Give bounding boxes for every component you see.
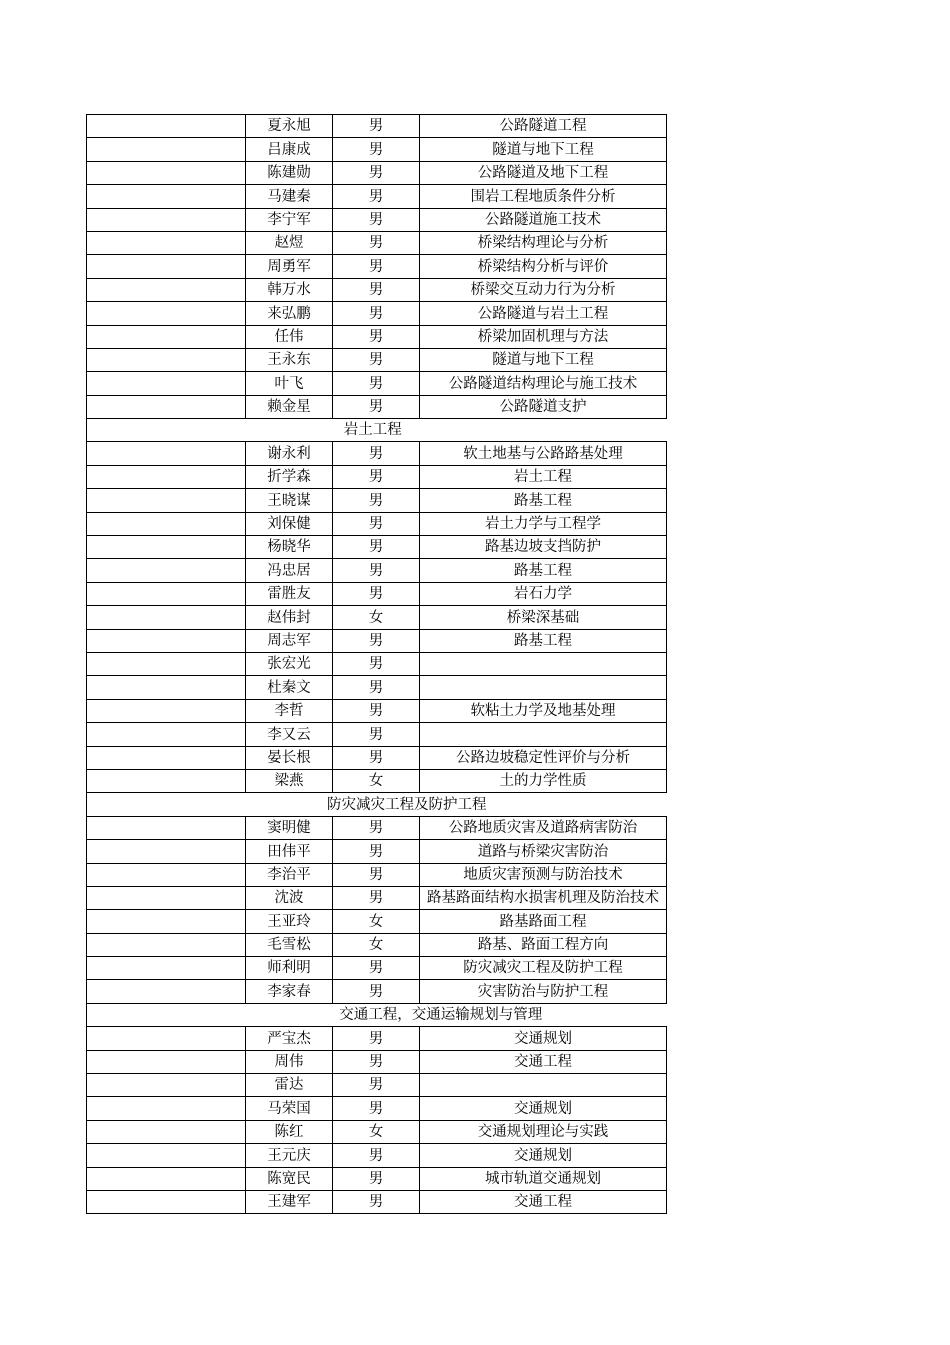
table-row xyxy=(87,1097,667,1120)
research-field-cell: 路基工程 xyxy=(420,489,667,512)
table-row xyxy=(87,582,667,605)
name-cell: 王建军 xyxy=(246,1190,333,1213)
gender-cell: 男 xyxy=(333,699,420,722)
research-field-cell: 公路隧道工程 xyxy=(420,115,667,138)
name-cell: 周勇军 xyxy=(246,255,333,278)
gender-cell: 男 xyxy=(333,465,420,488)
gender-cell: 男 xyxy=(333,629,420,652)
index-cell xyxy=(87,582,246,605)
index-cell xyxy=(87,816,246,839)
section-title: 交通工程，交通运输规划与管理 xyxy=(339,1007,543,1024)
table-row xyxy=(87,255,667,278)
research-field-cell: 岩石力学 xyxy=(420,582,667,605)
table-row xyxy=(87,1027,667,1050)
section-header-cell xyxy=(87,793,667,816)
gender-cell: 男 xyxy=(333,652,420,675)
gender-cell: 男 xyxy=(333,115,420,138)
index-cell xyxy=(87,115,246,138)
gender-cell: 男 xyxy=(333,489,420,512)
research-field-cell: 交通规划 xyxy=(420,1027,667,1050)
name-cell: 赵煜 xyxy=(246,231,333,254)
gender-cell: 男 xyxy=(333,372,420,395)
research-field-cell: 公路边坡稳定性评价与分析 xyxy=(420,746,667,769)
gender-cell: 男 xyxy=(333,1167,420,1190)
name-cell: 毛雪松 xyxy=(246,933,333,956)
research-field-cell: 隧道与地下工程 xyxy=(420,348,667,371)
name-cell: 周伟 xyxy=(246,1050,333,1073)
research-field-cell: 桥梁结构分析与评价 xyxy=(420,255,667,278)
table-row xyxy=(87,629,667,652)
research-field-cell: 公路隧道与岩土工程 xyxy=(420,302,667,325)
research-field-cell: 交通工程 xyxy=(420,1190,667,1213)
index-cell xyxy=(87,652,246,675)
research-field-cell: 桥梁结构理论与分析 xyxy=(420,231,667,254)
table-row xyxy=(87,676,667,699)
name-cell: 刘保健 xyxy=(246,512,333,535)
name-cell: 师利明 xyxy=(246,957,333,980)
research-field-cell: 防灾减灾工程及防护工程 xyxy=(420,957,667,980)
research-field-cell: 桥梁加固机理与方法 xyxy=(420,325,667,348)
research-field-cell: 隧道与地下工程 xyxy=(420,138,667,161)
name-cell: 陈宽民 xyxy=(246,1167,333,1190)
gender-cell: 男 xyxy=(333,746,420,769)
name-cell: 严宝杰 xyxy=(246,1027,333,1050)
research-field-cell: 软土地基与公路路基处理 xyxy=(420,442,667,465)
research-field-cell xyxy=(420,652,667,675)
gender-cell: 男 xyxy=(333,1050,420,1073)
gender-cell: 男 xyxy=(333,863,420,886)
table-row xyxy=(87,723,667,746)
table-row xyxy=(87,302,667,325)
research-field-cell: 岩土工程 xyxy=(420,465,667,488)
index-cell xyxy=(87,559,246,582)
index-cell xyxy=(87,302,246,325)
table-row xyxy=(87,769,667,792)
index-cell xyxy=(87,723,246,746)
index-cell xyxy=(87,1120,246,1143)
index-cell xyxy=(87,1027,246,1050)
index-cell xyxy=(87,1190,246,1213)
name-cell: 吕康成 xyxy=(246,138,333,161)
name-cell: 马荣国 xyxy=(246,1097,333,1120)
research-field-cell: 道路与桥梁灾害防治 xyxy=(420,840,667,863)
table-row xyxy=(87,208,667,231)
table-row xyxy=(87,1120,667,1143)
table-row xyxy=(87,980,667,1003)
research-field-cell: 公路隧道结构理论与施工技术 xyxy=(420,372,667,395)
gender-cell: 女 xyxy=(333,910,420,933)
gender-cell: 男 xyxy=(333,980,420,1003)
gender-cell: 男 xyxy=(333,138,420,161)
gender-cell: 男 xyxy=(333,957,420,980)
section-title: 防灾减灾工程及防护工程 xyxy=(327,796,487,813)
table-row xyxy=(87,886,667,909)
table-row xyxy=(87,348,667,371)
index-cell xyxy=(87,910,246,933)
research-field-cell: 交通工程 xyxy=(420,1050,667,1073)
gender-cell: 男 xyxy=(333,302,420,325)
name-cell: 夏永旭 xyxy=(246,115,333,138)
table-row xyxy=(87,489,667,512)
research-field-cell xyxy=(420,676,667,699)
research-field-cell: 土的力学性质 xyxy=(420,769,667,792)
table-row xyxy=(87,185,667,208)
index-cell xyxy=(87,933,246,956)
index-cell xyxy=(87,442,246,465)
gender-cell: 男 xyxy=(333,348,420,371)
index-cell xyxy=(87,512,246,535)
table-row xyxy=(87,395,667,418)
index-cell xyxy=(87,699,246,722)
gender-cell: 男 xyxy=(333,676,420,699)
index-cell xyxy=(87,980,246,1003)
index-cell xyxy=(87,395,246,418)
table-row xyxy=(87,840,667,863)
gender-cell: 女 xyxy=(333,1120,420,1143)
name-cell: 陈建勋 xyxy=(246,161,333,184)
gender-cell: 男 xyxy=(333,1097,420,1120)
research-field-cell: 路基路面工程 xyxy=(420,910,667,933)
gender-cell: 男 xyxy=(333,1027,420,1050)
gender-cell: 女 xyxy=(333,769,420,792)
research-field-cell: 公路隧道及地下工程 xyxy=(420,161,667,184)
name-cell: 沈波 xyxy=(246,886,333,909)
section-header-cell xyxy=(87,1003,667,1026)
gender-cell: 男 xyxy=(333,161,420,184)
index-cell xyxy=(87,1050,246,1073)
gender-cell: 男 xyxy=(333,1144,420,1167)
index-cell xyxy=(87,231,246,254)
gender-cell: 男 xyxy=(333,1190,420,1213)
index-cell xyxy=(87,489,246,512)
name-cell: 李家春 xyxy=(246,980,333,1003)
table-row xyxy=(87,957,667,980)
research-field-cell: 公路隧道施工技术 xyxy=(420,208,667,231)
research-field-cell: 交通规划理论与实践 xyxy=(420,1120,667,1143)
name-cell: 王永东 xyxy=(246,348,333,371)
table-row xyxy=(87,816,667,839)
name-cell: 王元庆 xyxy=(246,1144,333,1167)
research-field-cell: 岩土力学与工程学 xyxy=(420,512,667,535)
gender-cell: 男 xyxy=(333,723,420,746)
faculty-table-body xyxy=(87,115,667,1214)
research-field-cell: 地质灾害预测与防治技术 xyxy=(420,863,667,886)
gender-cell: 男 xyxy=(333,559,420,582)
name-cell: 田伟平 xyxy=(246,840,333,863)
section-header-row xyxy=(87,1003,667,1026)
research-field-cell xyxy=(420,1074,667,1097)
name-cell: 杨晓华 xyxy=(246,536,333,559)
name-cell: 晏长根 xyxy=(246,746,333,769)
table-row xyxy=(87,606,667,629)
table-row xyxy=(87,1050,667,1073)
gender-cell: 男 xyxy=(333,208,420,231)
name-cell: 张宏光 xyxy=(246,652,333,675)
gender-cell: 男 xyxy=(333,582,420,605)
index-cell xyxy=(87,348,246,371)
research-field-cell: 围岩工程地质条件分析 xyxy=(420,185,667,208)
table-row xyxy=(87,746,667,769)
research-field-cell: 交通规划 xyxy=(420,1144,667,1167)
index-cell xyxy=(87,185,246,208)
table-row xyxy=(87,1190,667,1213)
table-row xyxy=(87,933,667,956)
name-cell: 李又云 xyxy=(246,723,333,746)
index-cell xyxy=(87,606,246,629)
gender-cell: 男 xyxy=(333,886,420,909)
index-cell xyxy=(87,536,246,559)
name-cell: 冯忠居 xyxy=(246,559,333,582)
section-header-row xyxy=(87,793,667,816)
table-row xyxy=(87,1167,667,1190)
name-cell: 任伟 xyxy=(246,325,333,348)
index-cell xyxy=(87,629,246,652)
table-row xyxy=(87,910,667,933)
name-cell: 折学森 xyxy=(246,465,333,488)
gender-cell: 男 xyxy=(333,325,420,348)
research-field-cell xyxy=(420,723,667,746)
name-cell: 雷达 xyxy=(246,1074,333,1097)
name-cell: 赵伟封 xyxy=(246,606,333,629)
gender-cell: 男 xyxy=(333,231,420,254)
index-cell xyxy=(87,1144,246,1167)
index-cell xyxy=(87,161,246,184)
table-row xyxy=(87,465,667,488)
name-cell: 李治平 xyxy=(246,863,333,886)
gender-cell: 男 xyxy=(333,536,420,559)
table-row xyxy=(87,652,667,675)
index-cell xyxy=(87,840,246,863)
index-cell xyxy=(87,746,246,769)
research-field-cell: 路基边坡支挡防护 xyxy=(420,536,667,559)
name-cell: 马建秦 xyxy=(246,185,333,208)
research-field-cell: 灾害防治与防护工程 xyxy=(420,980,667,1003)
index-cell xyxy=(87,1097,246,1120)
index-cell xyxy=(87,957,246,980)
index-cell xyxy=(87,1074,246,1097)
table-row xyxy=(87,372,667,395)
name-cell: 李宁军 xyxy=(246,208,333,231)
index-cell xyxy=(87,886,246,909)
section-header-cell xyxy=(87,419,667,442)
section-title: 岩土工程 xyxy=(343,422,402,439)
index-cell xyxy=(87,769,246,792)
table-row xyxy=(87,442,667,465)
table-row xyxy=(87,559,667,582)
table-row xyxy=(87,115,667,138)
table-row xyxy=(87,1074,667,1097)
gender-cell: 女 xyxy=(333,933,420,956)
name-cell: 窦明健 xyxy=(246,816,333,839)
research-field-cell: 桥梁深基础 xyxy=(420,606,667,629)
table-row xyxy=(87,325,667,348)
name-cell: 杜秦文 xyxy=(246,676,333,699)
index-cell xyxy=(87,255,246,278)
gender-cell: 男 xyxy=(333,278,420,301)
gender-cell: 男 xyxy=(333,442,420,465)
section-header-row xyxy=(87,419,667,442)
gender-cell: 女 xyxy=(333,606,420,629)
name-cell: 王晓谋 xyxy=(246,489,333,512)
name-cell: 周志军 xyxy=(246,629,333,652)
gender-cell: 男 xyxy=(333,512,420,535)
name-cell: 谢永利 xyxy=(246,442,333,465)
table-row xyxy=(87,231,667,254)
index-cell xyxy=(87,1167,246,1190)
name-cell: 王亚玲 xyxy=(246,910,333,933)
index-cell xyxy=(87,278,246,301)
research-field-cell: 公路地质灾害及道路病害防治 xyxy=(420,816,667,839)
gender-cell: 男 xyxy=(333,816,420,839)
table-row xyxy=(87,699,667,722)
research-field-cell: 路基、路面工程方向 xyxy=(420,933,667,956)
index-cell xyxy=(87,372,246,395)
research-field-cell: 路基工程 xyxy=(420,559,667,582)
index-cell xyxy=(87,863,246,886)
research-field-cell: 城市轨道交通规划 xyxy=(420,1167,667,1190)
research-field-cell: 桥梁交互动力行为分析 xyxy=(420,278,667,301)
table-row xyxy=(87,536,667,559)
table-row xyxy=(87,512,667,535)
name-cell: 李哲 xyxy=(246,699,333,722)
research-field-cell: 公路隧道支护 xyxy=(420,395,667,418)
faculty-table xyxy=(86,114,667,1214)
index-cell xyxy=(87,138,246,161)
name-cell: 来弘鹏 xyxy=(246,302,333,325)
gender-cell: 男 xyxy=(333,185,420,208)
name-cell: 雷胜友 xyxy=(246,582,333,605)
research-field-cell: 路基工程 xyxy=(420,629,667,652)
gender-cell: 男 xyxy=(333,395,420,418)
gender-cell: 男 xyxy=(333,255,420,278)
index-cell xyxy=(87,465,246,488)
research-field-cell: 路基路面结构水损害机理及防治技术 xyxy=(420,886,667,909)
name-cell: 韩万水 xyxy=(246,278,333,301)
table-row xyxy=(87,161,667,184)
research-field-cell: 交通规划 xyxy=(420,1097,667,1120)
table-row xyxy=(87,1144,667,1167)
index-cell xyxy=(87,325,246,348)
gender-cell: 男 xyxy=(333,1074,420,1097)
table-row xyxy=(87,863,667,886)
table-row xyxy=(87,138,667,161)
index-cell xyxy=(87,676,246,699)
gender-cell: 男 xyxy=(333,840,420,863)
index-cell xyxy=(87,208,246,231)
research-field-cell: 软粘土力学及地基处理 xyxy=(420,699,667,722)
name-cell: 赖金星 xyxy=(246,395,333,418)
table-row xyxy=(87,278,667,301)
name-cell: 陈红 xyxy=(246,1120,333,1143)
name-cell: 梁燕 xyxy=(246,769,333,792)
name-cell: 叶飞 xyxy=(246,372,333,395)
